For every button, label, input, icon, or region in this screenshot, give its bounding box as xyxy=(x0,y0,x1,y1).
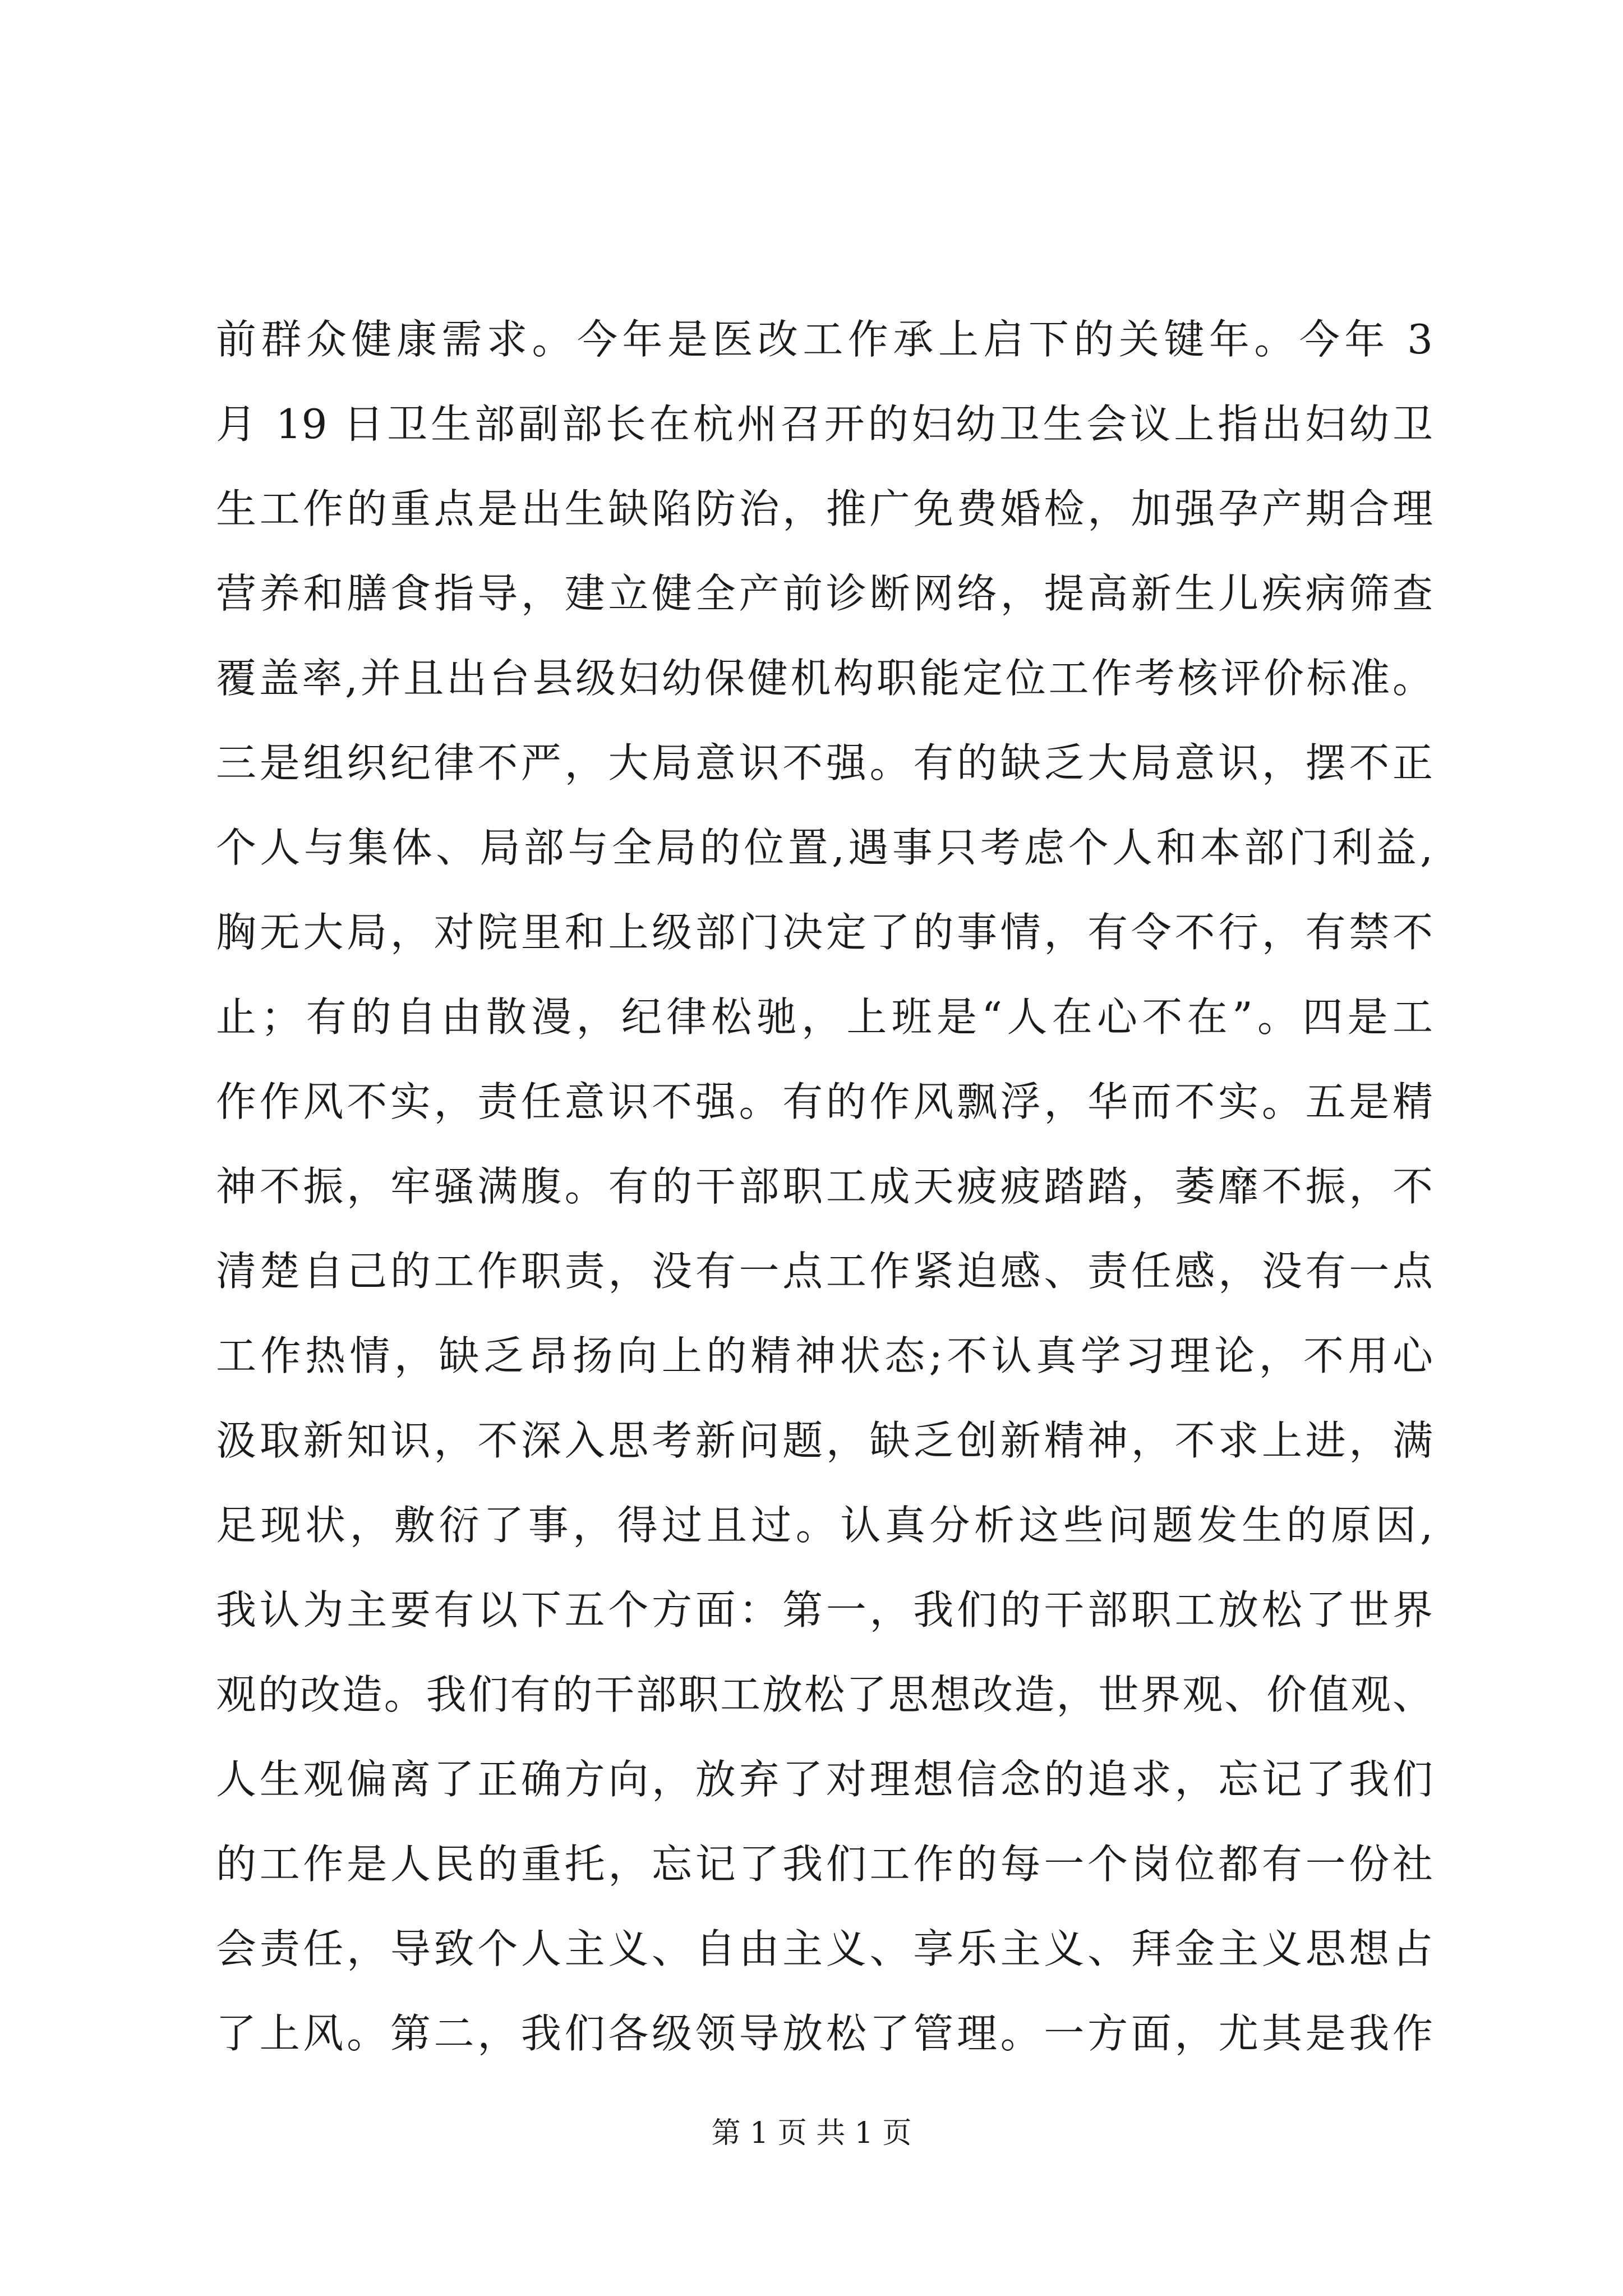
text-line: 月 19 日卫生部副部长在杭州召开的妇幼卫生会议上指出妇幼卫 xyxy=(216,401,1433,448)
text-line: 营养和膳食指导，建立健全产前诊断网络，提高新生儿疾病筛查 xyxy=(216,570,1433,617)
text-line: 止；有的自由散漫，纪律松驰，上班是“人在心不在”。四是工 xyxy=(216,993,1433,1041)
text-line: 工作热情，缺乏昂扬向上的精神状态;不认真学习理论，不用心 xyxy=(216,1332,1433,1379)
text-line: 人生观偏离了正确方向，放弃了对理想信念的追求，忘记了我们 xyxy=(216,1756,1433,1803)
text-line: 覆盖率,并且出台县级妇幼保健机构职能定位工作考核评价标准。 xyxy=(216,655,1433,702)
body-text xyxy=(216,297,1433,2076)
text-line: 我认为主要有以下五个方面：第一，我们的干部职工放松了世界 xyxy=(216,1586,1433,1634)
text-line: 观的改造。我们有的干部职工放松了思想改造，世界观、价值观、 xyxy=(216,1671,1433,1718)
text-line: 清楚自己的工作职责，没有一点工作紧迫感、责任感，没有一点 xyxy=(216,1248,1433,1295)
text-line: 神不振，牢骚满腹。有的干部职工成天疲疲踏踏，萎靡不振，不 xyxy=(216,1163,1433,1210)
text-line: 前群众健康需求。今年是医改工作承上启下的关键年。今年 3 xyxy=(216,316,1433,363)
text-line: 生工作的重点是出生缺陷防治，推广免费婚检，加强孕产期合理 xyxy=(216,485,1433,532)
text-line: 汲取新知识，不深入思考新问题，缺乏创新精神，不求上进，满 xyxy=(216,1417,1433,1464)
text-line: 的工作是人民的重托，忘记了我们工作的每一个岗位都有一份社 xyxy=(216,1841,1433,1888)
text-line: 三是组织纪律不严，大局意识不强。有的缺乏大局意识，摆不正 xyxy=(216,739,1433,786)
text-line: 作作风不实，责任意识不强。有的作风飘浮，华而不实。五是精 xyxy=(216,1078,1433,1125)
page-footer: 第 1 页 共 1 页 xyxy=(711,2116,912,2150)
text-line: 会责任，导致个人主义、自由主义、享乐主义、拜金主义思想占 xyxy=(216,1925,1433,1972)
text-line: 足现状，敷衍了事，得过且过。认真分析这些问题发生的原因, xyxy=(216,1502,1433,1549)
text-line: 了上风。第二，我们各级领导放松了管理。一方面，尤其是我作 xyxy=(216,2010,1433,2057)
text-line: 个人与集体、局部与全局的位置,遇事只考虑个人和本部门利益, xyxy=(216,824,1433,871)
text-line: 胸无大局，对院里和上级部门决定了的事情，有令不行，有禁不 xyxy=(216,909,1433,956)
